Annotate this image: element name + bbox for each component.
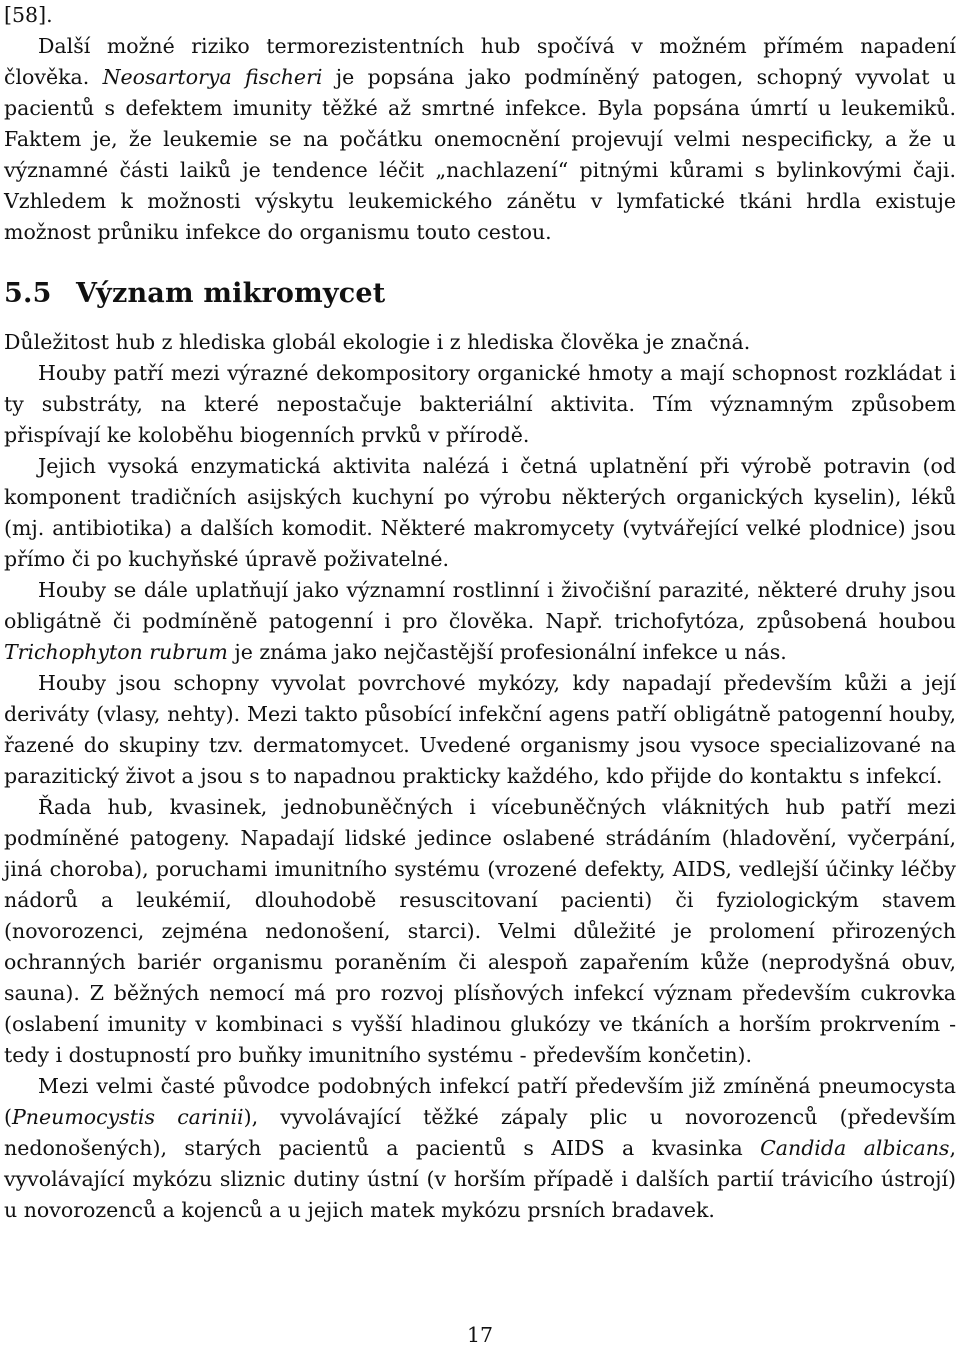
species-name: Candida albicans [760,1136,950,1160]
intro-paragraph: Další možné riziko termorezistentních hub spočívá v možném přímém napadení člověka. Neosartorya fischeri je popsána jako podmíněný patogen, schopný vyvolat u pacientů s defektem imunity těžké až smrtné infekce. Byla popsána úmrtí u leukemiků. Faktem je, že leukemie se na počátku onemocnění projevují velmi nespecificky, a že u významné části laiků je tendence léčit „nachlazení“ pitnými kůrami s bylinkovými čaji. Vzhledem k možnosti výskytu leukemického zánětu v lymfatické tkáni hrdla existuje možnost průniku infekce do organismu touto cestou. [4,34,956,244]
intro-section [4,31,956,248]
page-number: 17 [466,1323,494,1347]
paragraph-3: Jejich vysoká enzymatická aktivita nalézá i četná uplatnění při výrobě potravin (od komponent tradičních asijských kuchyní po výrobu některých organických kyselin), léků (mj. antibiotika) a dalších komodit. Některé makromycety (vytvářející velké plodnice) jsou přímo či po kuchyňské úpravě poživatelné. [4,454,956,571]
species-name: Trichophyton rubrum [4,640,228,664]
paragraph-4: Houby se dále uplatňují jako významní rostlinní i živočišní parazité, některé druhy jsou obligátně či podmíněně patogenní i pro člověka. Např. trichofytóza, způsobená houbou Trichophyton rubrum je známa jako nejčastější profesionální infekce u nás. [4,578,956,664]
section-body [4,327,956,1226]
paragraph-6: Řada hub, kvasinek, jednobuněčných i vícebuněčných vláknitých hub patří mezi podmíněné patogeny. Napadají lidské jedince oslabené strádáním (hladovění, vyčerpání, jiná choroba), poruchami imunitního systému (vrozené defekty, AIDS, vedlejší účinky léčby nádorů a leukémií, dlouhodobě resuscitovaní pacienti) či fyziologickým stavem (novorozenci, zejména nedonošení, starci). Velmi důležité je prolomení přirozených ochranných bariér organismu poraněním či alespoň zapařením kůže (neprodyšná obuv, sauna). Z běžných nemocí má pro rozvoj plísňových infekcí význam především cukrovka (oslabení imunity v kombinaci s vyšší hladinou glukózy ve tkáních a horším prokrvením - tedy i dostupností pro buňky imunitního systému - především končetin). [4,795,956,1067]
paragraph-5: Houby jsou schopny vyvolat povrchové mykózy, kdy napadají především kůži a její deriváty (vlasy, nehty). Mezi takto působící infekční agens patří obligátně patogenní houby, řazené do skupiny tzv. dermatomycet. Uvedené organismy jsou vysoce specializované na parazitický život a jsou s to napadnou prakticky každého, kdo přijde do kontaktu s infekcí. [4,671,956,788]
reference-continuation: [58]. [4,3,53,27]
section-number: 5.5 [4,278,52,309]
section-title: Význam mikromycet [76,278,386,309]
section-heading [4,276,385,312]
species-name: Pneumocystis carinii [12,1105,244,1129]
species-name: Neosartorya fischeri [102,65,323,89]
paragraph-2: Houby patří mezi výrazné dekompository organické hmoty a mají schopnost rozkládat i ty substráty, na které nepostačuje bakteriální aktivita. Tím významným způsobem přispívají ke koloběhu biogenních prvků v přírodě. [4,361,956,447]
paragraph-1: Důležitost hub z hlediska globál ekologie i z hlediska člověka je značná. [4,330,751,354]
paragraph-7: Mezi velmi časté původce podobných infekcí patří především již zmíněná pneumocysta (Pneumocystis carinii), vyvolávající těžké zápaly plic u novorozenců (především nedonošených), starých pacientů a pacientů s AIDS a kvasinka Candida albicans, vyvolávající mykózu sliznic dutiny ústní (v horším případě i dalších partií trávicího ústrojí) u novorozenců a kojenců a u jejich matek mykózu prsních bradavek. [4,1074,956,1222]
